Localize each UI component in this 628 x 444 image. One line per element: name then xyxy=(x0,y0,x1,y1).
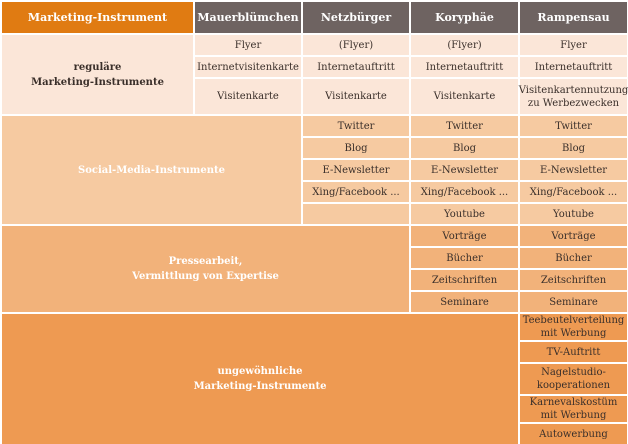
header-rampensau: Rampensau xyxy=(520,2,627,33)
cell-xing-facebook: Xing/Facebook ... xyxy=(520,182,627,202)
cell-tv-auftritt: TV-Auftritt xyxy=(520,342,627,362)
cell-twitter: Twitter xyxy=(411,116,518,136)
cell-youtube: Youtube xyxy=(411,204,518,224)
cell-xing-facebook: Xing/Facebook ... xyxy=(411,182,518,202)
category-regular: reguläre Marketing-Instrumente xyxy=(2,35,193,114)
category-unusual: ungewöhnliche Marketing-Instrumente xyxy=(2,314,518,444)
cell-visitenkarte: Visitenkarte xyxy=(411,79,518,114)
cell-visitenkarte: Visitenkarte xyxy=(195,79,301,114)
cell-zeitschriften: Zeitschriften xyxy=(520,270,627,290)
cell-buecher: Bücher xyxy=(411,248,518,268)
cell-newsletter: E-Newsletter xyxy=(411,160,518,180)
header-mauerbluemchen: Mauerblümchen xyxy=(195,2,301,33)
cell-vortraege: Vorträge xyxy=(411,226,518,246)
cell-newsletter: E-Newsletter xyxy=(520,160,627,180)
marketing-table xyxy=(2,2,628,440)
header-marketing-instrument: Marketing-Instrument xyxy=(2,2,193,33)
cell-karnevalskostuem: Karnevalskostüm mit Werbung xyxy=(520,396,627,422)
cell-blog: Blog xyxy=(303,138,409,158)
cell-internetauftritt: Internetauftritt xyxy=(411,57,518,77)
cell-internetvisitenkarte: Internetvisitenkarte xyxy=(195,57,301,77)
cell-flyer-optional: (Flyer) xyxy=(303,35,409,55)
cell-visitenkartennutzung: Visitenkartennutzung zu Werbezwecken xyxy=(520,79,627,114)
cell-buecher: Bücher xyxy=(520,248,627,268)
cell-internetauftritt: Internetauftritt xyxy=(520,57,627,77)
category-social-media: Social-Media-Instrumente xyxy=(2,116,301,224)
cell-flyer: Flyer xyxy=(520,35,627,55)
cell-flyer-optional: (Flyer) xyxy=(411,35,518,55)
cell-internetauftritt: Internetauftritt xyxy=(303,57,409,77)
cell-xing-facebook: Xing/Facebook ... xyxy=(303,182,409,202)
cell-teebeutelverteilung: Teebeutelverteilung mit Werbung xyxy=(520,314,627,340)
cell-twitter: Twitter xyxy=(520,116,627,136)
cell-flyer: Flyer xyxy=(195,35,301,55)
cell-seminare: Seminare xyxy=(520,292,627,312)
filler-cell xyxy=(303,204,409,224)
cell-blog: Blog xyxy=(520,138,627,158)
cell-vortraege: Vorträge xyxy=(520,226,627,246)
cell-visitenkarte: Visitenkarte xyxy=(303,79,409,114)
category-press: Pressearbeit, Vermittlung von Expertise xyxy=(2,226,409,312)
cell-seminare: Seminare xyxy=(411,292,518,312)
cell-twitter: Twitter xyxy=(303,116,409,136)
cell-autowerbung: Autowerbung xyxy=(520,424,627,444)
header-netzbuerger: Netzbürger xyxy=(303,2,409,33)
cell-youtube: Youtube xyxy=(520,204,627,224)
cell-blog: Blog xyxy=(411,138,518,158)
cell-zeitschriften: Zeitschriften xyxy=(411,270,518,290)
header-koryphaee: Koryphäe xyxy=(411,2,518,33)
cell-newsletter: E-Newsletter xyxy=(303,160,409,180)
cell-nagelstudio: Nagelstudio- kooperationen xyxy=(520,364,627,394)
